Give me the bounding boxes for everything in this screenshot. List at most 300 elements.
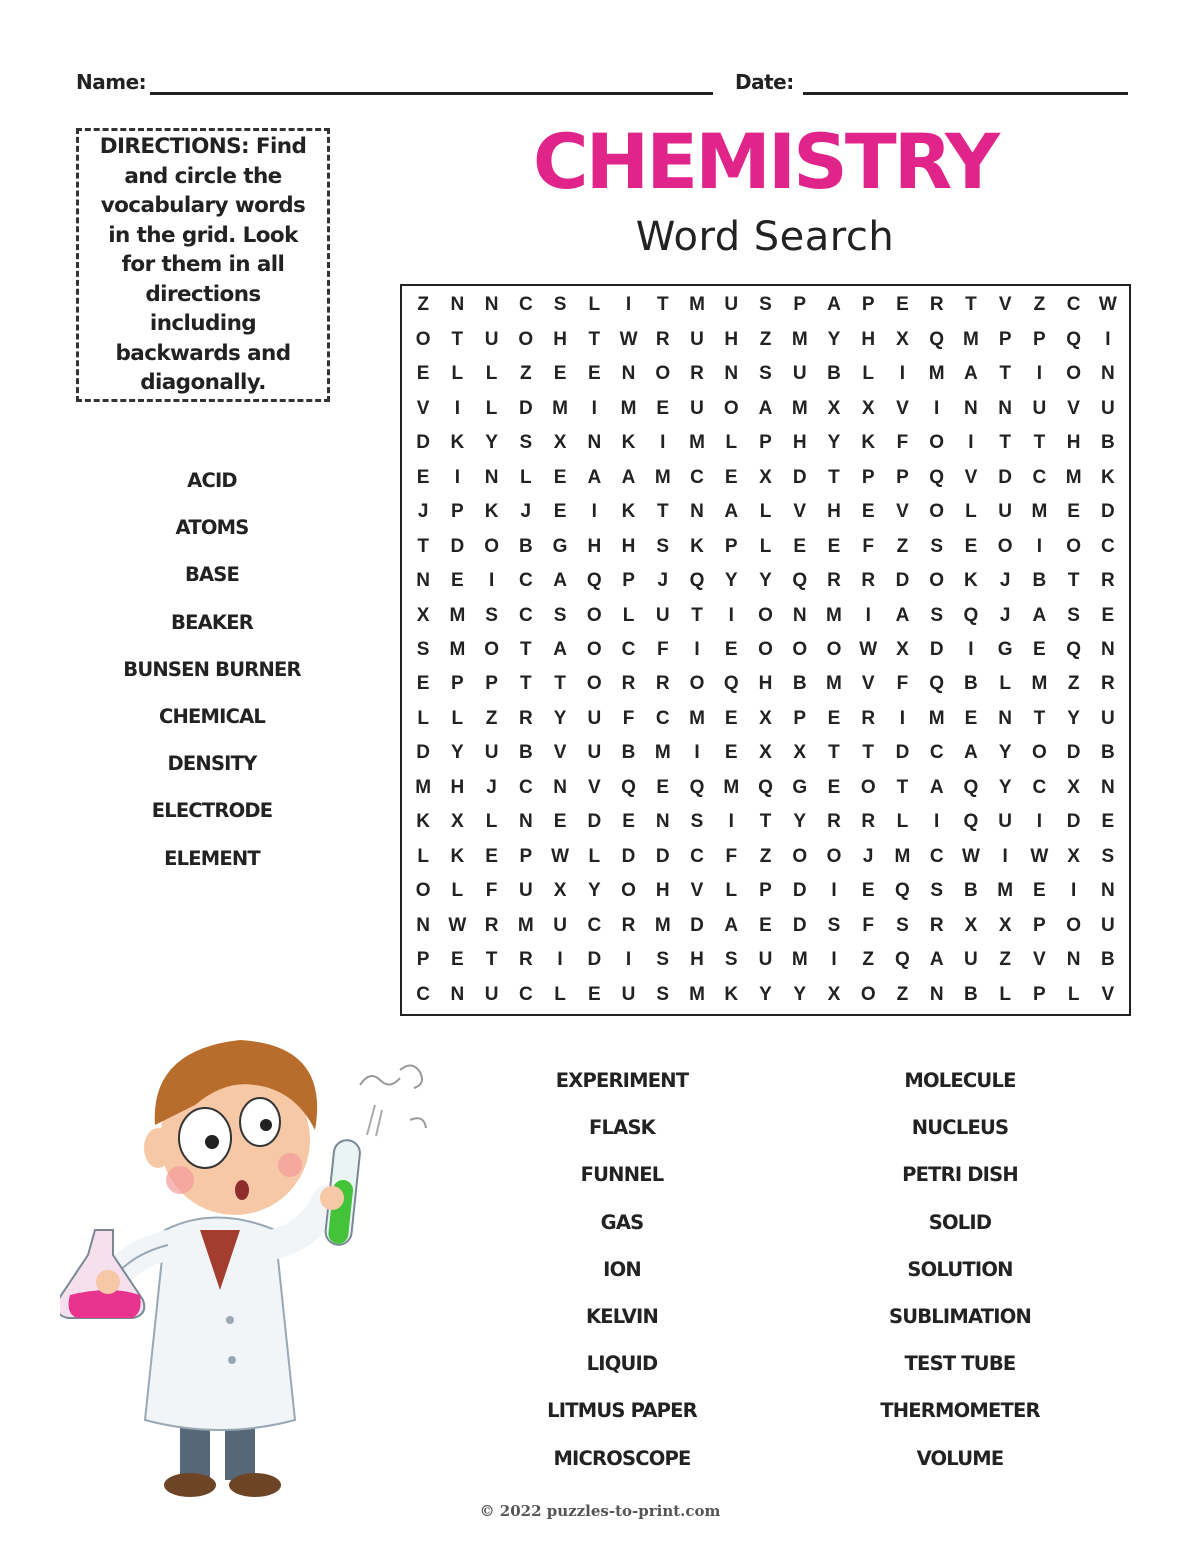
grid-cell[interactable]: M [1065,466,1082,488]
grid-cell[interactable]: I [968,638,974,660]
grid-cell[interactable]: X [827,397,841,419]
grid-cell[interactable]: U [724,294,739,316]
grid-cell[interactable]: C [929,742,944,764]
grid-cell[interactable]: F [862,535,875,557]
grid-cell[interactable]: E [553,363,567,385]
grid-cell[interactable]: O [997,535,1013,557]
grid-cell[interactable]: M [449,638,466,660]
grid-cell[interactable]: I [865,604,871,626]
grid-cell[interactable]: V [896,397,909,419]
grid-cell[interactable]: N [416,914,430,936]
grid-cell[interactable]: H [724,328,739,350]
grid-cell[interactable]: O [655,363,671,385]
grid-cell[interactable]: Z [520,363,532,385]
grid-cell[interactable]: Q [895,949,910,971]
grid-cell[interactable]: Q [621,776,636,798]
grid-cell[interactable]: S [930,604,944,626]
grid-cell[interactable]: I [968,432,974,454]
grid-cell[interactable]: C [518,983,533,1005]
grid-cell[interactable]: Y [998,742,1012,764]
grid-cell[interactable]: N [416,570,430,592]
grid-cell[interactable]: U [484,742,499,764]
grid-cell[interactable]: L [588,294,601,316]
grid-cell[interactable]: C [1032,466,1047,488]
grid-cell[interactable]: S [930,880,944,902]
grid-cell[interactable]: C [1066,294,1081,316]
grid-cell[interactable]: N [792,604,807,626]
grid-cell[interactable]: J [862,845,874,867]
grid-cell[interactable]: H [587,535,602,557]
grid-cell[interactable]: A [827,294,841,316]
grid-cell[interactable]: O [415,328,431,350]
grid-cell[interactable]: R [690,363,704,385]
grid-cell[interactable]: A [964,363,978,385]
grid-cell[interactable]: C [416,983,430,1005]
grid-cell[interactable]: H [861,328,876,350]
grid-cell[interactable]: Y [451,742,464,764]
grid-cell[interactable]: U [964,949,978,971]
grid-cell[interactable]: E [724,707,738,729]
grid-cell[interactable]: N [450,983,465,1005]
grid-cell[interactable]: N [929,983,944,1005]
word-search-grid[interactable] [400,284,1131,1016]
grid-cell[interactable]: B [827,363,841,385]
grid-cell[interactable]: T [862,742,875,764]
grid-cell[interactable]: I [1036,535,1043,557]
grid-cell[interactable]: R [861,570,876,592]
grid-cell[interactable]: Q [963,776,979,798]
grid-cell[interactable]: T [759,811,772,833]
grid-cell[interactable]: E [759,914,772,936]
grid-cell[interactable]: E [587,983,601,1005]
grid-cell[interactable]: F [622,707,635,729]
grid-cell[interactable]: M [654,466,671,488]
grid-cell[interactable]: Q [963,604,979,626]
grid-cell[interactable]: D [587,949,602,971]
grid-cell[interactable]: E [964,535,978,557]
grid-cell[interactable]: E [1101,604,1115,626]
grid-cell[interactable]: O [1066,535,1082,557]
grid-cell[interactable]: T [828,466,840,488]
grid-cell[interactable]: Z [862,949,875,971]
grid-cell[interactable]: M [791,328,808,350]
grid-cell[interactable]: Y [827,328,841,350]
grid-cell[interactable]: Y [793,811,807,833]
grid-cell[interactable]: I [831,949,837,971]
grid-cell[interactable]: W [448,914,467,936]
grid-cell[interactable]: Q [963,811,979,833]
grid-cell[interactable]: T [691,604,703,626]
grid-cell[interactable]: U [998,501,1013,523]
grid-cell[interactable]: D [792,466,807,488]
grid-cell[interactable]: I [454,466,460,488]
grid-cell[interactable]: N [964,397,978,419]
grid-cell[interactable]: D [792,880,807,902]
grid-cell[interactable]: W [1030,845,1049,867]
grid-cell[interactable]: T [656,501,669,523]
grid-cell[interactable]: Y [998,776,1012,798]
grid-cell[interactable]: H [792,432,807,454]
grid-cell[interactable]: L [588,845,601,867]
grid-cell[interactable]: E [622,811,635,833]
grid-cell[interactable]: J [486,776,497,798]
grid-cell[interactable]: T [554,673,566,695]
grid-cell[interactable]: O [792,638,808,660]
grid-cell[interactable]: R [861,811,876,833]
grid-cell[interactable]: N [450,294,465,316]
grid-cell[interactable]: V [861,673,875,695]
grid-cell[interactable]: F [725,845,738,867]
grid-cell[interactable]: Y [485,432,498,454]
grid-cell[interactable]: N [1101,638,1115,660]
grid-cell[interactable]: E [451,570,464,592]
grid-cell[interactable]: C [690,466,704,488]
grid-cell[interactable]: V [964,466,978,488]
grid-cell[interactable]: D [690,914,704,936]
grid-cell[interactable]: A [1032,604,1047,626]
grid-cell[interactable]: M [517,914,534,936]
grid-cell[interactable]: A [895,604,910,626]
grid-cell[interactable]: E [827,776,841,798]
grid-cell[interactable]: A [553,570,567,592]
grid-cell[interactable]: M [791,949,808,971]
grid-cell[interactable]: L [725,880,738,902]
grid-cell[interactable]: L [725,432,738,454]
grid-cell[interactable]: R [929,294,944,316]
grid-cell[interactable]: R [655,673,670,695]
grid-cell[interactable]: U [553,914,567,936]
grid-cell[interactable]: O [484,638,499,660]
grid-cell[interactable]: Y [827,432,841,454]
grid-cell[interactable]: P [759,432,772,454]
grid-cell[interactable]: E [587,363,601,385]
grid-cell[interactable]: I [1036,363,1043,385]
grid-cell[interactable]: A [964,742,978,764]
grid-cell[interactable]: C [621,638,636,660]
grid-cell[interactable]: U [621,983,636,1005]
grid-cell[interactable]: S [759,363,772,385]
grid-cell[interactable]: S [519,432,533,454]
grid-cell[interactable]: O [929,570,945,592]
grid-cell[interactable]: R [518,707,533,729]
grid-cell[interactable]: N [1066,949,1081,971]
grid-cell[interactable]: L [999,983,1011,1005]
grid-cell[interactable]: N [1101,880,1115,902]
grid-cell[interactable]: E [896,294,909,316]
grid-cell[interactable]: R [827,811,841,833]
grid-cell[interactable]: Q [929,466,945,488]
grid-cell[interactable]: M [826,604,842,626]
grid-cell[interactable]: K [964,570,978,592]
grid-cell[interactable]: R [655,328,670,350]
grid-cell[interactable]: I [454,397,460,419]
grid-cell[interactable]: C [518,776,533,798]
grid-cell[interactable]: E [724,638,738,660]
grid-cell[interactable]: I [694,638,700,660]
grid-cell[interactable]: X [827,983,841,1005]
grid-cell[interactable]: T [1033,707,1046,729]
grid-cell[interactable]: Z [999,949,1011,971]
grid-cell[interactable]: V [793,501,807,523]
grid-cell[interactable]: K [621,501,636,523]
grid-cell[interactable]: M [689,432,705,454]
grid-cell[interactable]: T [520,673,532,695]
grid-cell[interactable]: L [417,707,429,729]
grid-cell[interactable]: P [622,570,635,592]
grid-cell[interactable]: H [621,535,636,557]
grid-cell[interactable]: O [1032,742,1047,764]
grid-cell[interactable]: S [553,294,567,316]
grid-cell[interactable]: D [621,845,636,867]
grid-cell[interactable]: V [998,294,1012,316]
grid-cell[interactable]: X [759,707,772,729]
grid-cell[interactable]: L [554,983,566,1005]
grid-cell[interactable]: I [488,570,495,592]
grid-cell[interactable]: P [861,466,875,488]
grid-cell[interactable]: B [1101,742,1115,764]
grid-cell[interactable]: X [896,638,909,660]
grid-cell[interactable]: U [758,949,773,971]
grid-cell[interactable]: M [552,397,568,419]
grid-cell[interactable]: D [792,914,807,936]
grid-cell[interactable]: N [1101,776,1115,798]
grid-cell[interactable]: B [964,880,978,902]
grid-cell[interactable]: S [690,811,704,833]
grid-cell[interactable]: T [828,742,840,764]
grid-cell[interactable]: G [792,776,808,798]
grid-cell[interactable]: Q [929,673,945,695]
grid-cell[interactable]: B [1101,432,1115,454]
grid-cell[interactable]: J [417,501,429,523]
grid-cell[interactable]: T [417,535,429,557]
grid-cell[interactable]: L [999,673,1011,695]
grid-cell[interactable]: U [690,397,704,419]
grid-cell[interactable]: E [724,742,738,764]
grid-cell[interactable]: M [689,983,705,1005]
grid-cell[interactable]: M [415,776,432,798]
grid-cell[interactable]: B [1101,949,1115,971]
grid-cell[interactable]: H [450,776,465,798]
grid-cell[interactable]: A [929,776,944,798]
grid-cell[interactable]: D [518,397,533,419]
grid-cell[interactable]: T [656,294,669,316]
grid-cell[interactable]: L [1067,983,1080,1005]
grid-cell[interactable]: S [656,983,670,1005]
grid-cell[interactable]: R [621,914,636,936]
grid-cell[interactable]: M [928,707,945,729]
name-line[interactable] [150,92,713,95]
grid-cell[interactable]: B [621,742,636,764]
grid-cell[interactable]: T [999,363,1011,385]
grid-cell[interactable]: D [655,845,670,867]
grid-cell[interactable]: S [485,604,498,626]
grid-cell[interactable]: A [553,638,567,660]
grid-cell[interactable]: M [449,604,466,626]
grid-cell[interactable]: R [827,570,841,592]
grid-cell[interactable]: E [861,880,875,902]
grid-cell[interactable]: I [660,432,666,454]
grid-cell[interactable]: T [451,328,464,350]
grid-cell[interactable]: S [724,949,738,971]
grid-cell[interactable]: N [1101,363,1115,385]
grid-cell[interactable]: I [899,363,906,385]
grid-cell[interactable]: Q [689,776,705,798]
grid-cell[interactable]: S [896,914,909,936]
grid-cell[interactable]: M [689,707,705,729]
grid-cell[interactable]: E [1101,811,1115,833]
grid-cell[interactable]: K [1101,466,1115,488]
grid-cell[interactable]: M [894,845,911,867]
grid-cell[interactable]: V [1033,949,1046,971]
grid-cell[interactable]: W [551,845,570,867]
grid-cell[interactable]: X [553,432,567,454]
grid-cell[interactable]: D [1101,501,1115,523]
grid-cell[interactable]: E [451,949,464,971]
grid-cell[interactable]: R [621,673,636,695]
grid-cell[interactable]: Z [1067,673,1080,695]
grid-cell[interactable]: U [484,983,499,1005]
grid-cell[interactable]: R [1101,570,1115,592]
grid-cell[interactable]: T [1033,432,1046,454]
grid-cell[interactable]: B [964,673,978,695]
grid-cell[interactable]: J [657,570,669,592]
grid-cell[interactable]: U [690,328,704,350]
grid-cell[interactable]: D [895,570,910,592]
grid-cell[interactable]: Q [586,570,602,592]
grid-cell[interactable]: Y [759,570,772,592]
grid-cell[interactable]: T [999,432,1011,454]
grid-cell[interactable]: E [1033,638,1046,660]
grid-cell[interactable]: Z [759,845,772,867]
grid-cell[interactable]: K [690,535,704,557]
grid-cell[interactable]: O [929,432,945,454]
grid-cell[interactable]: D [1066,811,1081,833]
grid-cell[interactable]: C [1032,776,1047,798]
grid-cell[interactable]: I [625,949,632,971]
grid-cell[interactable]: F [485,880,498,902]
grid-cell[interactable]: P [519,845,533,867]
grid-cell[interactable]: A [758,397,773,419]
grid-cell[interactable]: Y [724,570,738,592]
grid-cell[interactable]: S [759,294,772,316]
grid-cell[interactable]: S [1101,845,1115,867]
grid-cell[interactable]: I [1002,845,1008,867]
grid-cell[interactable]: E [724,466,738,488]
grid-cell[interactable]: P [759,880,772,902]
grid-cell[interactable]: A [587,466,602,488]
grid-cell[interactable]: T [588,328,601,350]
grid-cell[interactable]: J [999,604,1011,626]
grid-cell[interactable]: O [792,845,808,867]
date-line[interactable] [803,92,1128,95]
grid-cell[interactable]: H [1066,432,1081,454]
grid-cell[interactable]: A [929,949,944,971]
grid-cell[interactable]: P [416,949,430,971]
grid-cell[interactable]: K [724,983,739,1005]
grid-cell[interactable]: F [896,673,909,695]
grid-cell[interactable]: D [895,742,910,764]
grid-cell[interactable]: L [451,880,464,902]
grid-cell[interactable]: L [759,501,772,523]
grid-cell[interactable]: P [793,294,807,316]
grid-cell[interactable]: I [728,811,734,833]
grid-cell[interactable]: E [553,466,567,488]
grid-cell[interactable]: O [826,845,842,867]
grid-cell[interactable]: P [1033,983,1046,1005]
grid-cell[interactable]: Q [792,570,808,592]
grid-cell[interactable]: Z [896,983,909,1005]
grid-cell[interactable]: X [793,742,807,764]
grid-cell[interactable]: O [621,880,636,902]
grid-cell[interactable]: Y [793,983,807,1005]
grid-cell[interactable]: J [520,501,532,523]
grid-cell[interactable]: U [484,328,499,350]
grid-cell[interactable]: E [656,397,670,419]
grid-cell[interactable]: S [827,914,841,936]
grid-cell[interactable]: W [619,328,638,350]
grid-cell[interactable]: I [694,742,700,764]
grid-cell[interactable]: A [724,914,739,936]
grid-cell[interactable]: O [860,776,876,798]
grid-cell[interactable]: E [827,535,841,557]
grid-cell[interactable]: H [827,501,841,523]
grid-cell[interactable]: U [518,880,533,902]
grid-cell[interactable]: Q [895,880,910,902]
grid-cell[interactable]: B [518,535,533,557]
grid-cell[interactable]: I [591,501,597,523]
grid-cell[interactable]: M [997,880,1014,902]
grid-cell[interactable]: N [518,811,533,833]
grid-cell[interactable]: D [998,466,1013,488]
grid-cell[interactable]: T [896,776,909,798]
grid-cell[interactable]: U [1032,397,1047,419]
grid-cell[interactable]: M [654,914,671,936]
grid-cell[interactable]: E [416,466,430,488]
grid-cell[interactable]: N [998,707,1013,729]
grid-cell[interactable]: Q [723,673,739,695]
grid-cell[interactable]: N [484,294,499,316]
grid-cell[interactable]: T [1067,570,1080,592]
grid-cell[interactable]: Q [1066,638,1082,660]
grid-cell[interactable]: E [861,501,875,523]
grid-cell[interactable]: K [861,432,876,454]
grid-cell[interactable]: N [690,501,704,523]
grid-cell[interactable]: K [416,811,430,833]
grid-cell[interactable]: X [1067,776,1080,798]
grid-cell[interactable]: P [724,535,738,557]
grid-cell[interactable]: G [997,638,1013,660]
grid-cell[interactable]: H [690,949,704,971]
grid-cell[interactable]: M [620,397,637,419]
grid-cell[interactable]: A [724,501,739,523]
grid-cell[interactable]: X [896,328,909,350]
grid-cell[interactable]: Z [759,328,772,350]
grid-cell[interactable]: H [553,328,567,350]
grid-cell[interactable]: L [896,811,909,833]
grid-cell[interactable]: T [485,949,498,971]
grid-cell[interactable]: N [655,811,670,833]
grid-cell[interactable]: I [625,294,632,316]
grid-cell[interactable]: X [451,811,464,833]
grid-cell[interactable]: E [553,501,567,523]
grid-cell[interactable]: L [862,363,875,385]
grid-cell[interactable]: D [587,811,602,833]
grid-cell[interactable]: R [861,707,876,729]
grid-cell[interactable]: D [416,742,430,764]
grid-cell[interactable]: S [930,535,944,557]
grid-cell[interactable]: O [1066,363,1082,385]
grid-cell[interactable]: Y [587,880,601,902]
